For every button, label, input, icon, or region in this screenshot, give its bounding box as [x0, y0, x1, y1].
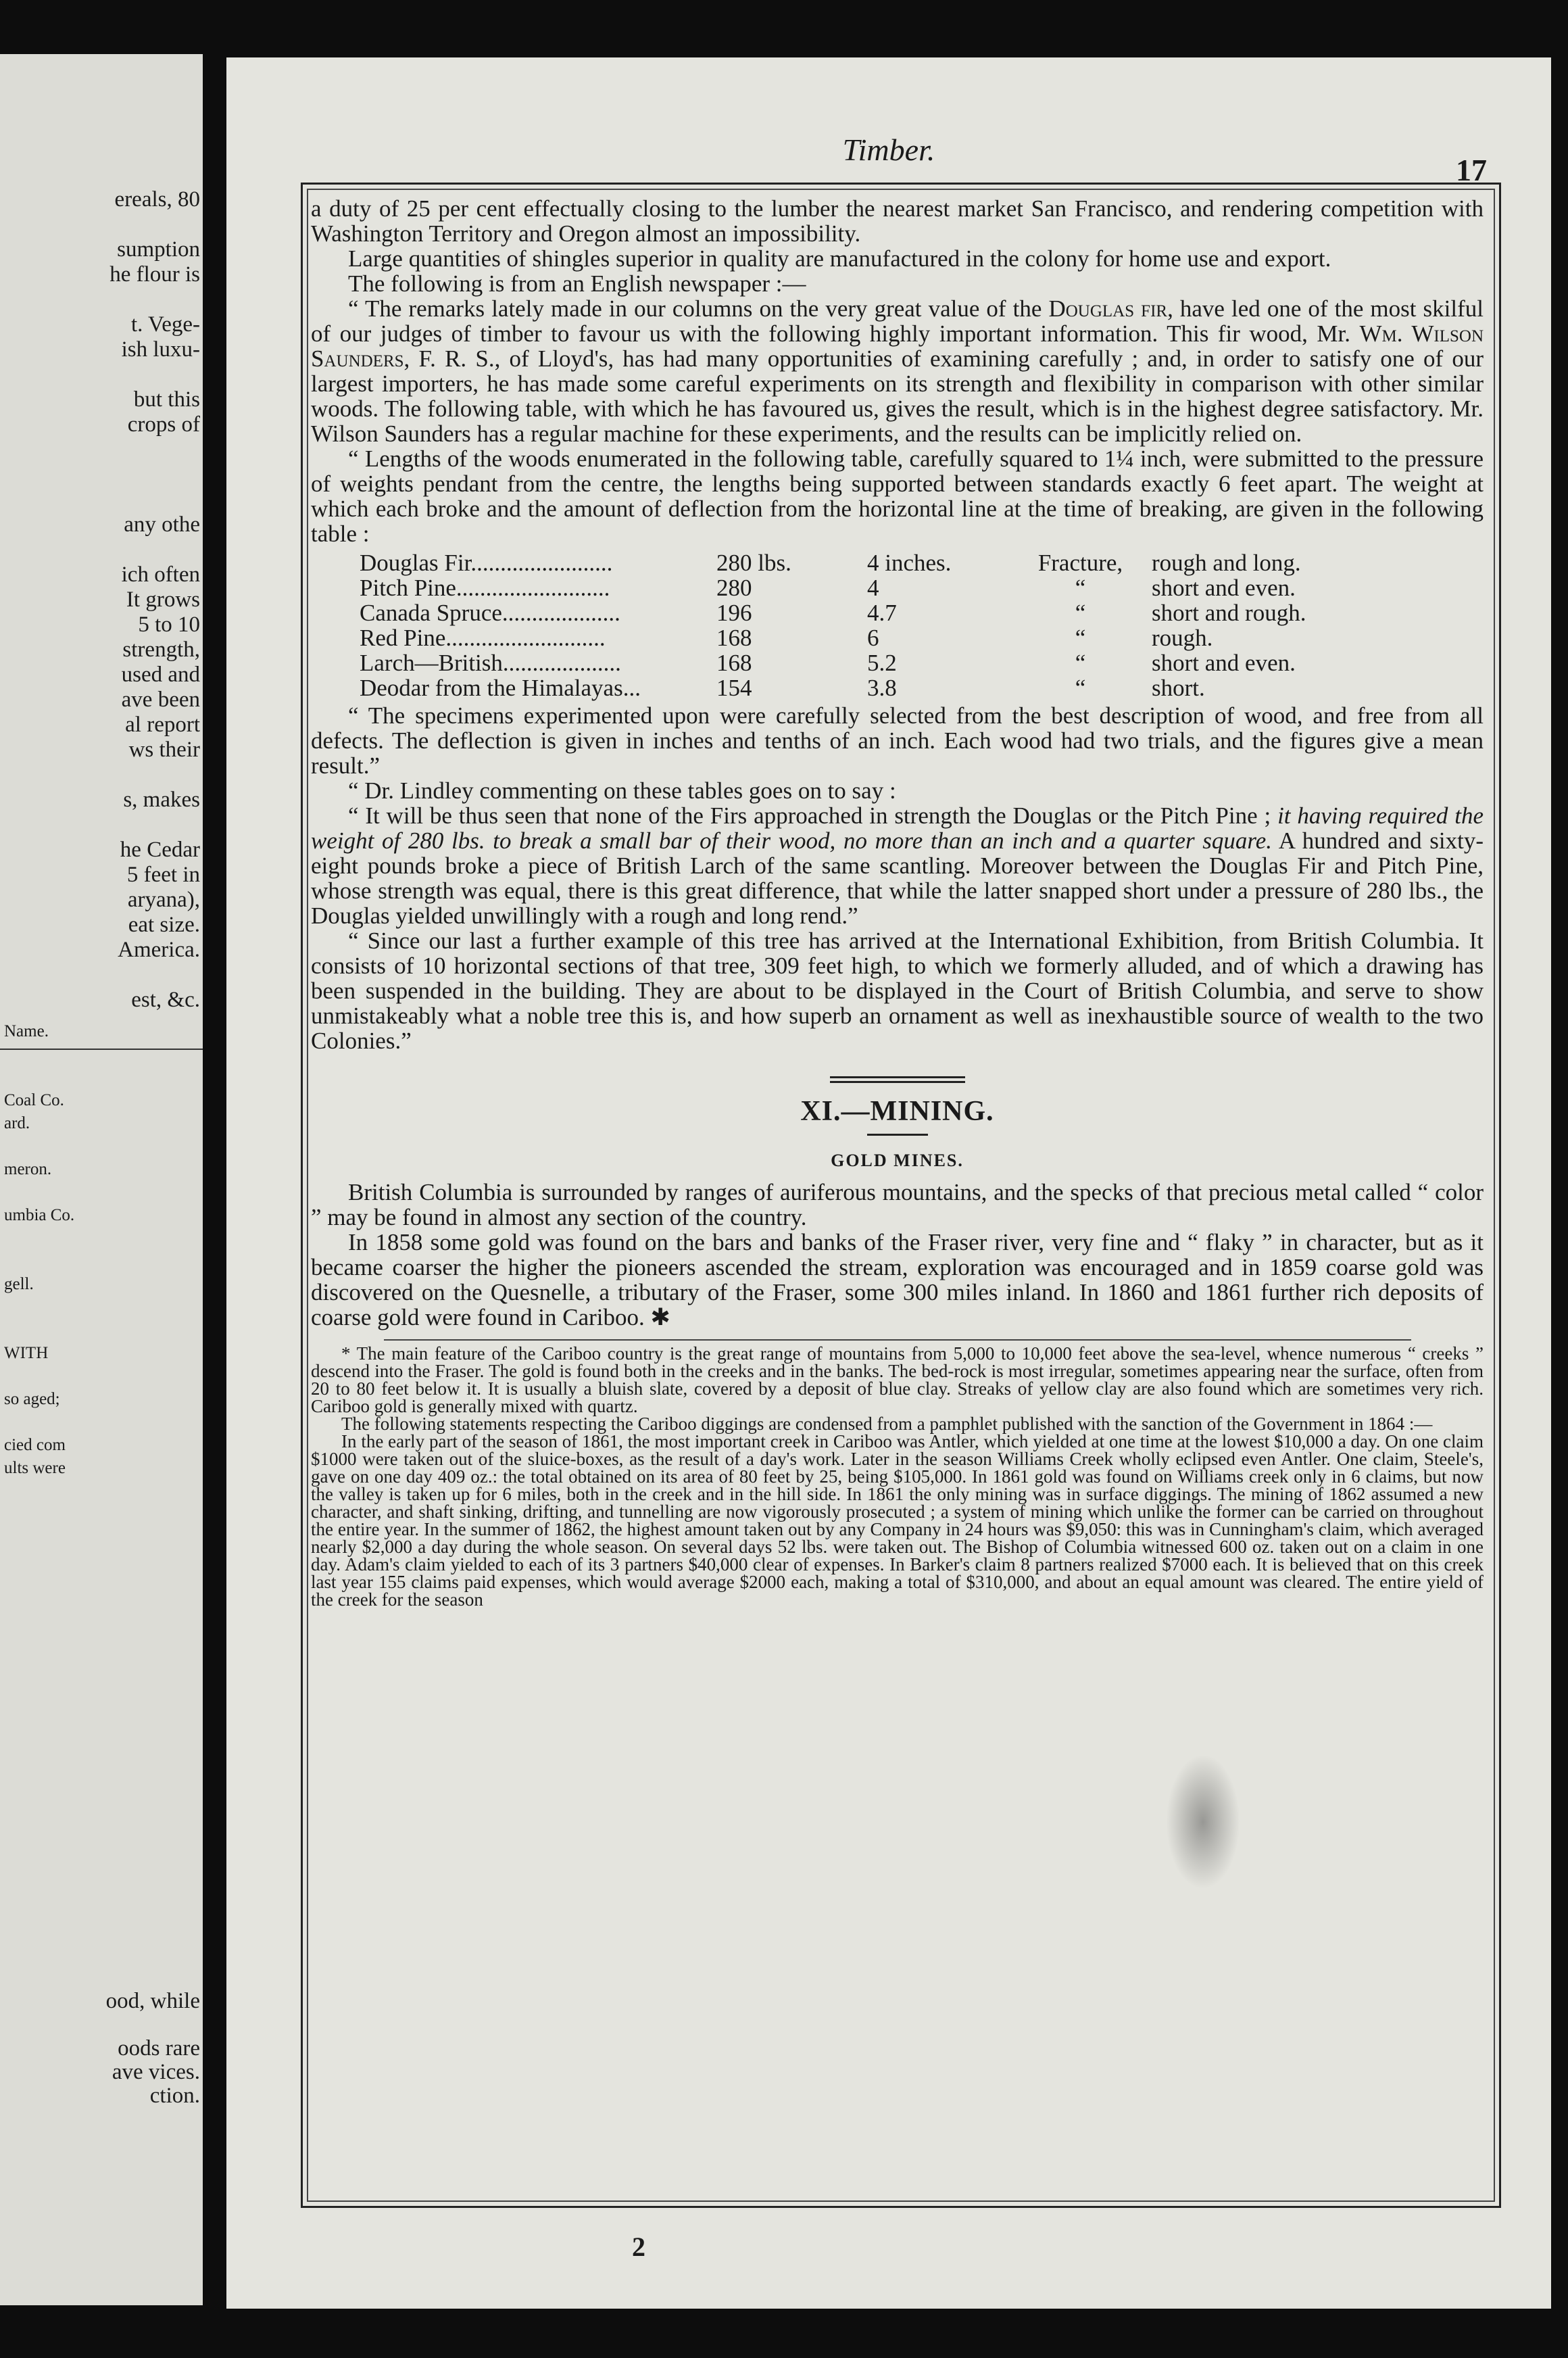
- footnote-paragraph: * The main feature of the Cariboo country is the great range of mountains from 5,000 to 10,000 feet above the sea-level, whence numerous “ creeks ” descend into the Fraser. The gold is found both in the creeks and in the banks. The bed-rock is most irregular, sometimes appearing near the surface, often from 20 to 80 feet below it. It is usually a bluish slate, covered by a deposit of blue clay. Streaks of yellow clay are also found which are sometimes very rich. Cariboo gold is generally mixed with quartz.: [311, 1343, 1484, 1416]
- paragraph: “ Dr. Lindley commenting on these tables goes on to say :: [348, 777, 896, 804]
- facing-page-line: ave vices.: [112, 2060, 200, 2084]
- paragraph: “ The remarks lately made in our columns on the very great value of the Douglas fir, have led one of the most skilful of our judges of timber to favour us with the following highly important information. This fir wood, Mr. Wm. Wilson Saunders, F. R. S., of Lloyd's, has had many opportunities of examining carefully ; and, in order to satisfy one of our largest importers, he has made some careful experiments on its strength and flexibility in comparison with other similar woods. The following table, with which he has favoured us, gives the result, which is in the highest degree satisfactory. Mr. Wilson Saunders has a regular machine for these experiments, and the results can be implicitly relied on.: [311, 295, 1484, 447]
- paragraph: a duty of 25 per cent effectually closing to the lumber the nearest market San Francisco, and rendering competition with Washington Territory and Oregon almost an impossibility.: [311, 195, 1484, 247]
- table-cell-name: Douglas Fir........................: [360, 550, 613, 576]
- paragraph: Large quantities of shingles superior in quality are manufactured in the colony for home use and export.: [348, 245, 1331, 272]
- table-row: [360, 600, 1311, 625]
- facing-page-line: so aged;: [4, 1390, 60, 1408]
- table-cell-name: Pitch Pine..........................: [360, 575, 610, 601]
- table-row: [360, 575, 1311, 600]
- facing-page-line: eat size.: [128, 913, 200, 937]
- page-number: 17: [1456, 153, 1487, 187]
- table-cell-deflection: 4.7: [867, 600, 897, 626]
- facing-page-line: est, &c.: [131, 988, 200, 1012]
- table-cell-deflection: 4: [867, 575, 879, 601]
- facing-page-line: al report: [125, 713, 200, 737]
- table-row: [360, 675, 1311, 700]
- table-cell-name: Larch—British....................: [360, 650, 621, 676]
- facing-page-line: gell.: [4, 1275, 34, 1293]
- heading-rule: [867, 1134, 928, 1136]
- table-cell-type: short.: [1152, 675, 1205, 701]
- table-cell-fracture: “: [1075, 650, 1086, 676]
- facing-page-line: ults were: [4, 1459, 66, 1477]
- running-head: Timber.: [842, 133, 935, 167]
- table-cell-type: rough and long.: [1152, 550, 1301, 576]
- table-cell-type: rough.: [1152, 625, 1213, 651]
- facing-page-line: 5 feet in: [126, 863, 200, 887]
- facing-page-line: oods rare: [118, 2036, 200, 2061]
- facing-page-line: strength,: [122, 637, 200, 662]
- paper-stain: [1166, 1754, 1240, 1890]
- paragraph: British Columbia is surrounded by ranges of auriferous mountains, and the specks of that precious metal called “ color ” may be found in almost any section of the country.: [311, 1179, 1484, 1230]
- table-cell-fracture: “: [1075, 675, 1086, 701]
- table-cell-name: Canada Spruce....................: [360, 600, 620, 626]
- paragraph: “ Lengths of the woods enumerated in the following table, carefully squared to 1¼ inch, were submitted to the pressure of weights pendant from the centre, the lengths being supported between standards exactly 6 feet apart. The weight at which each broke and the amount of deflection from the horizontal line at the time of breaking, are given in the following table :: [311, 446, 1484, 547]
- paragraph: In 1858 some gold was found on the bars and banks of the Fraser river, very fine and “ flaky ” in character, but as it became coarser the higher the pioneers ascended the stream, exploration was encouraged and in 1859 coarse gold was discovered on the Quesnelle, a tributary of the Fraser, some 300 miles inland. In 1860 and 1861 further rich deposits of coarse gold were found in Cariboo. ✱: [311, 1229, 1484, 1330]
- footnote: [311, 1345, 1484, 1608]
- signature-mark: 2: [632, 2232, 645, 2262]
- book-page: [226, 57, 1551, 2309]
- footnote-rule: [384, 1339, 1411, 1341]
- table-row: [360, 550, 1311, 575]
- facing-page-line: any othe: [124, 512, 200, 537]
- facing-page-line: Name.: [4, 1022, 49, 1040]
- facing-page-fragment: [0, 54, 203, 2305]
- facing-page-line: ws their: [128, 738, 200, 762]
- facing-page-line: America.: [118, 938, 200, 962]
- facing-page-line: WITH: [4, 1344, 49, 1362]
- table-cell-weight: 168: [716, 650, 752, 676]
- facing-page-line: ood, while: [105, 1989, 200, 2013]
- facing-page-line: used and: [121, 663, 200, 687]
- facing-page-line: ish luxu-: [121, 337, 200, 362]
- facing-page-line: meron.: [4, 1160, 52, 1178]
- facing-page-line: ereals, 80: [114, 187, 200, 212]
- table-cell-fracture: “: [1075, 575, 1086, 601]
- facing-page-line: crops of: [127, 412, 200, 437]
- facing-page-line: ction.: [149, 2084, 200, 2108]
- footnote-paragraph: The following statements respecting the Cariboo diggings are condensed from a pamphlet published with the sanction of the Government in 1864 :—: [341, 1414, 1433, 1434]
- timber-strength-table: [360, 550, 1311, 700]
- paragraph: “ It will be thus seen that none of the Firs approached in strength the Douglas or the Pitch Pine ; it having required the weight of 280 lbs. to break a small bar of their wood, no more than an inch and a quarter square. A hundred and sixty-eight pounds broke a piece of British Larch of the same scantling. Moreover between the Douglas Fir and Pitch Pine, whose strength was equal, there is this great difference, that while the latter snapped short under a pressure of 280 lbs., the Douglas yielded unwillingly with a rough and long rend.”: [311, 802, 1484, 929]
- facing-page-line: but this: [133, 387, 200, 412]
- facing-page-line: sumption: [117, 237, 200, 262]
- table-cell-name: Red Pine...........................: [360, 625, 606, 651]
- table-row: [360, 650, 1311, 675]
- table-cell-deflection: 3.8: [867, 675, 897, 701]
- table-cell-fracture: “: [1075, 625, 1086, 651]
- paragraph: “ Since our last a further example of this tree has arrived at the International Exhibition, from British Columbia. It consists of 10 horizontal sections of that tree, 309 feet high, to which we formerly alluded, and of which a drawing has been suspended in the building. They are about to be displayed in the Court of British Columbia, and serve to show unmistakeably what a noble tree this is, and how superb an ornament as well as inexhaustible source of wealth to the two Colonies.”: [311, 928, 1484, 1054]
- page-content: [311, 196, 1484, 1608]
- table-cell-type: short and even.: [1152, 650, 1296, 676]
- facing-page-line: Coal Co.: [4, 1091, 64, 1109]
- subheading: GOLD MINES.: [831, 1151, 964, 1170]
- paragraph: “ The specimens experimented upon were carefully selected from the best description of wood, and free from all defects. The deflection is given in inches and tenths of an inch. Each wood had two trials, and the figures give a mean result.”: [311, 702, 1484, 779]
- facing-page-line: ard.: [4, 1114, 30, 1132]
- table-cell-weight: 196: [716, 600, 752, 626]
- table-cell-fracture: Fracture,: [1037, 550, 1123, 576]
- table-cell-weight: 154: [716, 675, 752, 701]
- table-cell-deflection: 4 inches.: [867, 550, 952, 576]
- table-cell-type: short and even.: [1152, 575, 1296, 601]
- footnote-paragraph: In the early part of the season of 1861, the most important creek in Cariboo was Antler, which yielded at one time at the lowest $10,000 a day. On one claim $1000 were taken out of the sluice-boxes, as the result of a day's work. Later in the season Williams Creek wholly eclipsed even Antler. One claim, Steele's, gave on one day 409 oz.: the total obtained on its area of 80 feet by 25, being $105,000. In 1861 gold was found on Williams creek only in 6 claims, but now the valley is taken up for 6 miles, both in the creek and in the hill side. In 1861 the only mining was in surface diggings. The mining of 1862 assumed a new character, and shaft sinking, drifting, and tunnelling are now vigorously prosecuted ; a system of mining which unlike the former can be carried on throughout the entire year. In the summer of 1862, the highest amount taken out by any Company in 24 hours was $9,050: this was in Cunningham's claim, which averaged nearly $2,000 a day during the whole season. On several days 52 lbs. were taken out. The Bishop of Columbia witnessed 600 oz. taken out on a claim in one day. Adam's claim yielded to each of its 3 partners $40,000 clear of expenses. In Barker's claim 8 partners realized $7000 each. It is believed that on this creek last year 155 claims paid expenses, which would average $2000 each, making a total of $310,000, and about an equal amount was cleared. The entire yield of the creek for the season: [311, 1431, 1484, 1610]
- table-cell-weight: 168: [716, 625, 752, 651]
- paragraph: The following is from an English newspaper :—: [348, 270, 806, 297]
- table-row: [360, 625, 1311, 650]
- section-heading: XI.—MINING.: [800, 1096, 994, 1127]
- table-cell-deflection: 6: [867, 625, 879, 651]
- facing-page-line: It grows: [126, 587, 200, 612]
- facing-page-line: umbia Co.: [4, 1206, 75, 1224]
- facing-page-line: aryana),: [127, 888, 200, 912]
- facing-page-rule: [0, 1049, 203, 1050]
- facing-page-line: he flour is: [109, 262, 200, 287]
- facing-page-line: ich often: [121, 562, 200, 587]
- table-cell-deflection: 5.2: [867, 650, 897, 676]
- section-divider: [830, 1076, 965, 1083]
- table-cell-weight: 280: [716, 575, 752, 601]
- table-cell-name: Deodar from the Himalayas...: [360, 675, 641, 701]
- facing-page-line: ave been: [121, 688, 200, 712]
- facing-page-line: s, makes: [123, 788, 200, 812]
- facing-page-line: t. Vege-: [130, 312, 200, 337]
- facing-page-line: 5 to 10: [138, 612, 200, 637]
- table-cell-type: short and rough.: [1152, 600, 1306, 626]
- table-cell-weight: 280 lbs.: [716, 550, 791, 576]
- table-cell-fracture: “: [1075, 600, 1086, 626]
- facing-page-line: he Cedar: [120, 838, 200, 862]
- facing-page-line: cied com: [4, 1436, 66, 1454]
